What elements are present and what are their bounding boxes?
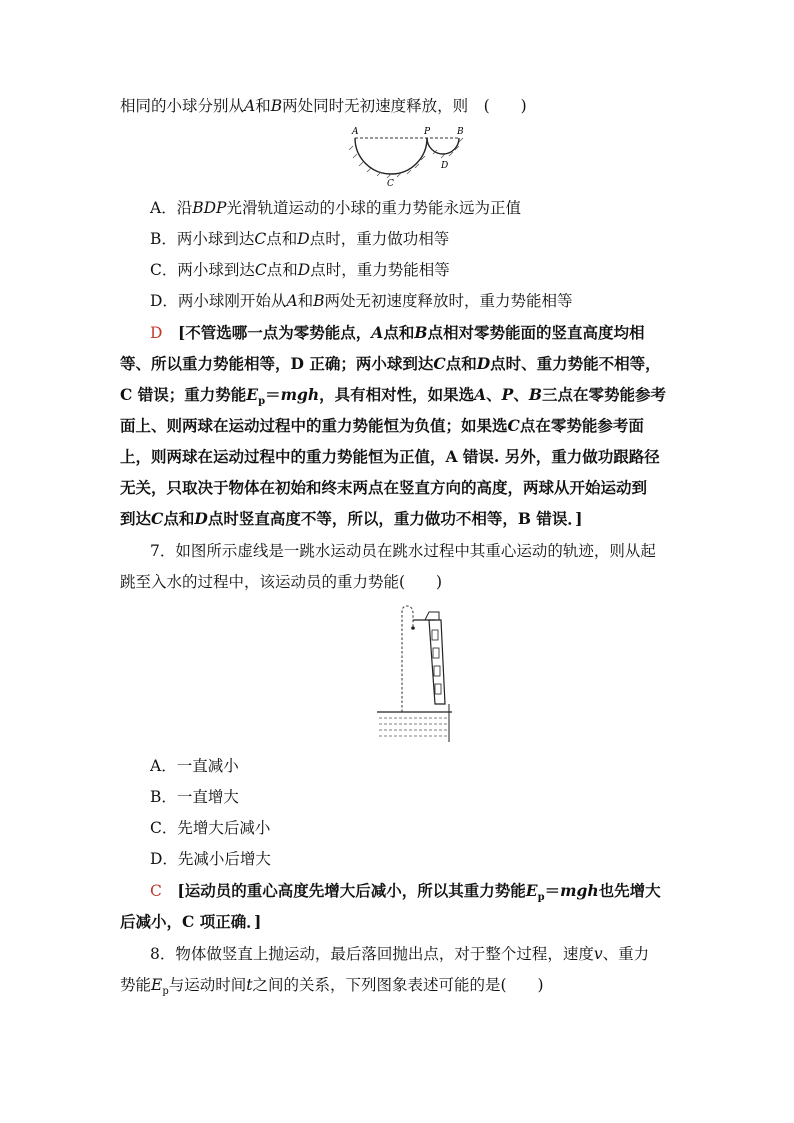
text: 和: [297, 292, 314, 310]
text: 点和: [445, 354, 477, 373]
var-a: A: [286, 292, 298, 310]
var-mgh: mgh: [560, 881, 599, 900]
var-e: E: [151, 976, 163, 994]
text: 点时，重力势能相等: [310, 261, 450, 279]
q7-stem-line-1: 7．如图所示虚线是一跳水运动员在跳水过程中其重心运动的轨迹，则从起: [150, 542, 656, 560]
text: 、: [486, 385, 502, 404]
var-a: A: [244, 97, 256, 115]
text: 两处无初速度释放时，重力势能相等: [324, 292, 573, 310]
q7-stem-line-2: 跳至入水的过程中，该运动员的重力势能( ): [120, 573, 443, 591]
text: 到达: [120, 509, 152, 528]
q7-option-d: D．先减小后增大: [150, 850, 271, 868]
q6-option-d: [150, 291, 710, 311]
var-d: D: [476, 354, 491, 373]
subscript-p: p: [162, 986, 169, 998]
diving-figure: [377, 604, 457, 744]
q6-option-a: [150, 198, 710, 218]
text: ＝: [544, 881, 561, 900]
subscript-p: p: [258, 396, 266, 408]
q6-explanation-line-5: 上，则两球在运动过程中的重力势能恒为正值，A 错误. 另外，重力做功跟路径: [120, 447, 660, 466]
text: 、重力: [602, 945, 650, 963]
tower: [429, 620, 445, 704]
q6-option-b: [150, 229, 710, 249]
var-a: A: [474, 385, 487, 404]
q7-option-b: B．一直增大: [150, 788, 239, 806]
var-bdp: BDP: [192, 199, 227, 217]
answer-letter: D: [150, 324, 163, 342]
text: 点和: [163, 509, 195, 528]
text: 三点在零势能参考: [541, 385, 666, 404]
q6-explanation-line-7: [120, 509, 680, 529]
var-c: C: [507, 416, 520, 435]
text: 面上、则两球在运动过程中的重力势能恒为负值；如果选: [120, 416, 508, 435]
q7-explanation-line-1: [150, 881, 710, 908]
tower-window: [434, 666, 440, 676]
text: A．沿: [150, 199, 193, 217]
text: C．两小球到达: [150, 261, 255, 279]
var-b: B: [414, 323, 428, 342]
q6-intro: [120, 96, 680, 116]
var-e: E: [525, 881, 538, 900]
text: 点和: [266, 230, 298, 248]
track-bdp: [427, 138, 459, 154]
var-c: C: [151, 509, 164, 528]
var-d: D: [194, 509, 208, 528]
text: ，具有相对性，如果选: [319, 385, 475, 404]
trajectory-dashed-line: [402, 606, 413, 712]
var-mgh: mgh: [280, 385, 320, 404]
text: 相同的小球分别从: [120, 97, 245, 115]
tower-window: [432, 630, 438, 640]
label-d: D: [441, 161, 449, 171]
var-t: t: [246, 976, 253, 994]
hatching: [349, 138, 463, 178]
var-b: B: [528, 385, 542, 404]
var-v: v: [593, 945, 603, 963]
center-of-mass-dot: [411, 626, 415, 630]
var-a: A: [371, 323, 384, 342]
text: 光滑轨道运动的小球的重力势能永远为正值: [226, 199, 521, 217]
q6-explanation-line-3: [120, 385, 680, 412]
q7-explanation-line-2: 后减小，C 项正确．]: [120, 912, 262, 931]
answer-letter: C: [150, 882, 162, 900]
var-b: B: [270, 97, 283, 115]
text: 、: [513, 385, 529, 404]
label-b: B: [457, 127, 464, 137]
var-d: D: [297, 261, 311, 279]
var-c: C: [433, 354, 446, 373]
q6-explanation-line-4: [120, 416, 680, 436]
var-e: E: [246, 385, 259, 404]
text: 8．物体做竖直上抛运动，最后落回抛出点，对于整个过程，速度: [150, 945, 594, 963]
text: B．两小球到达: [150, 230, 255, 248]
water-lines: [379, 718, 449, 736]
q8-stem-line-2: [120, 975, 680, 1002]
q7-option-a: A．一直减小: [150, 757, 239, 775]
text: ＝: [265, 385, 281, 404]
label-a: A: [352, 127, 359, 137]
label-p: P: [424, 127, 431, 137]
text: 点时，重力做功相等: [309, 230, 450, 248]
q7-option-c: C．先增大后减小: [150, 819, 271, 837]
text: 也先增大: [598, 881, 661, 900]
text: 等、所以重力势能相等，D 正确；两小球到达: [120, 354, 434, 373]
var-p: P: [501, 385, 514, 404]
text: 点时竖直高度不等，所以，重力做功不相等，B 错误．]: [207, 509, 583, 528]
track-figure: [345, 124, 475, 190]
text: C 错误；重力势能: [120, 385, 247, 404]
text: 两处同时无初速度释放，则 ( ): [282, 97, 527, 115]
text: 与运动时间: [168, 976, 247, 994]
var-d: D: [297, 230, 310, 248]
q6-explanation-line-2: [120, 354, 680, 374]
text: 点时、重力势能不相等，: [490, 354, 661, 373]
text: D．两小球刚开始从: [150, 292, 287, 310]
tower-window: [435, 684, 441, 694]
text: 势能: [120, 976, 152, 994]
label-c: C: [387, 179, 394, 189]
q6-explanation-line-6: 无关，只取决于物体在初始和终末两点在竖直方向的高度，两球从开始运动到: [120, 478, 648, 497]
text: [运动员的重心高度先增大后减小，所以其重力势能: [177, 881, 526, 900]
text: 和: [255, 97, 271, 115]
q8-stem-line-1: [150, 944, 710, 964]
text: 点在零势能参考面: [519, 416, 644, 435]
subscript-p: p: [537, 892, 545, 904]
text: 点和: [266, 261, 298, 279]
var-b: B: [313, 292, 325, 310]
railing: [425, 612, 439, 620]
var-c: C: [254, 261, 267, 279]
q6-explanation-line-1: [150, 323, 710, 343]
text: [不管选哪一点为零势能点，: [177, 323, 372, 342]
text: 点相对零势能面的竖直高度均相: [427, 323, 645, 342]
tower-window: [433, 648, 439, 658]
q6-option-c: [150, 260, 710, 280]
track-apc: [355, 138, 427, 174]
var-c: C: [254, 230, 267, 248]
text: 点和: [383, 323, 415, 342]
text: 之间的关系，下列图象表述可能的是( ): [252, 976, 544, 994]
